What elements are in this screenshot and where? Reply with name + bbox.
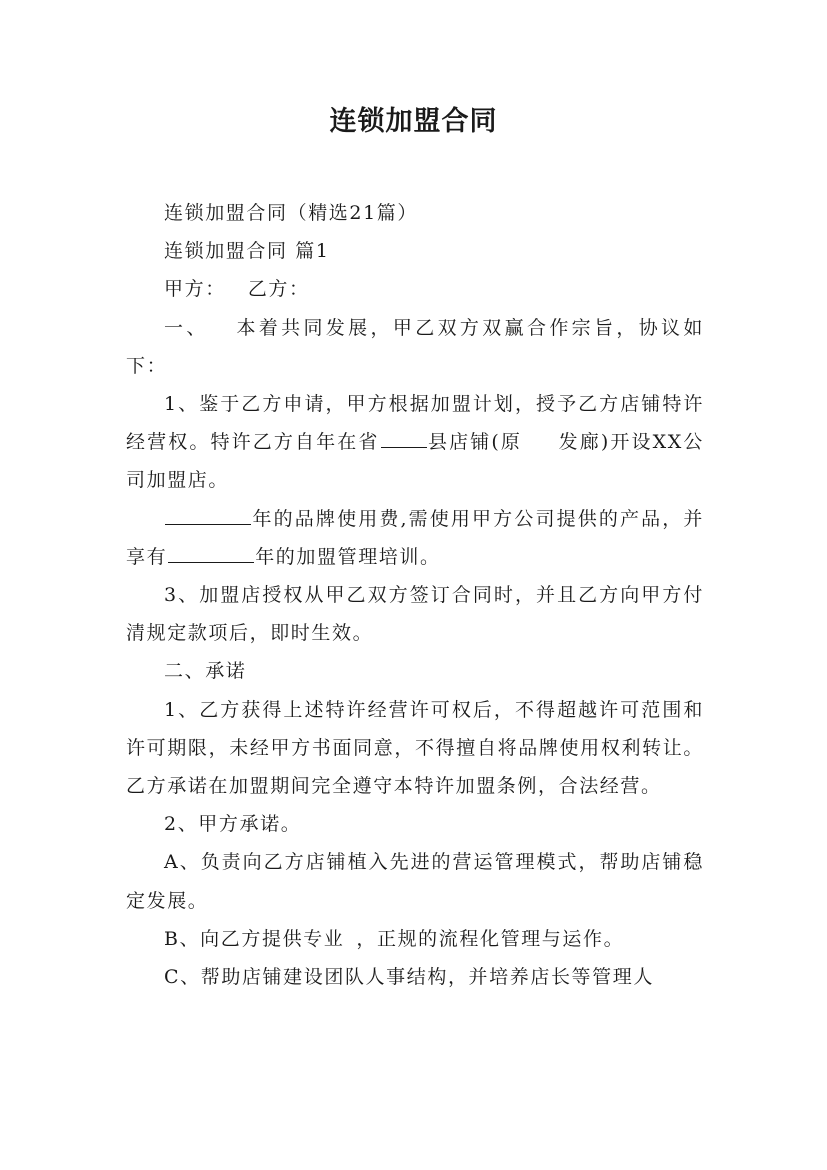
item-text: ，正规的流程化管理与运作。 [356, 927, 625, 950]
promise-2-paragraph: 2、甲方承诺。 [164, 813, 302, 836]
party-a-label: 甲方： [164, 278, 226, 301]
item-text: 发廊)开设XX公司加盟店。 [126, 431, 704, 492]
fee-paragraph [126, 500, 704, 576]
section-heading: 连锁加盟合同 篇1 [164, 240, 330, 263]
item-3-paragraph: 3、加盟店授权从甲乙双方签订合同时，并且乙方向甲方付清规定款项后，即时生效。 [126, 584, 704, 645]
fill-blank [168, 541, 254, 563]
section-two-heading: 二、承诺 [164, 660, 247, 683]
document-title: 连锁加盟合同 [329, 106, 498, 137]
item-text: 年的品牌使用费,需使用甲方公司提供的产品，并享有 [126, 507, 704, 568]
promise-a-paragraph: A、负责向乙方店铺植入先进的营运管理模式，帮助店铺稳定发展。 [126, 851, 704, 912]
clause-one-paragraph [126, 309, 704, 385]
item-text: B、向乙方提供专业 [164, 927, 345, 950]
clause-number: 一、 [164, 316, 209, 339]
subtitle-paragraph: 连锁加盟合同（精选21篇） [164, 202, 418, 224]
item-text: 1、鉴于乙方申请，甲方根据加盟计划，授予乙方店铺特许经营权。特许乙方自年在省 [126, 393, 704, 454]
document-body [126, 194, 704, 996]
party-b-label: 乙方： [247, 278, 310, 301]
fill-blank [165, 503, 251, 525]
fill-blank [381, 426, 427, 448]
item-text: 县店铺(原 [427, 431, 523, 454]
promise-b-paragraph [126, 920, 704, 958]
promise-1-paragraph: 1、乙方获得上述特许经营许可权后，不得超越许可范围和许可期限，未经甲方书面同意，不得擅自将品牌使用权利转让。乙方承诺在加盟期间完全遵守本特许加盟条例，合法经营。 [126, 698, 704, 798]
parties-line [126, 270, 704, 308]
clause-text: 本着共同发展，甲乙双方双赢合作宗旨，协议如下： [126, 316, 704, 377]
item-1-paragraph [126, 385, 704, 500]
promise-c-paragraph: C、帮助店铺建设团队人事结构，并培养店长等管理人 [164, 966, 654, 989]
item-text: 年的加盟管理培训。 [255, 545, 441, 568]
